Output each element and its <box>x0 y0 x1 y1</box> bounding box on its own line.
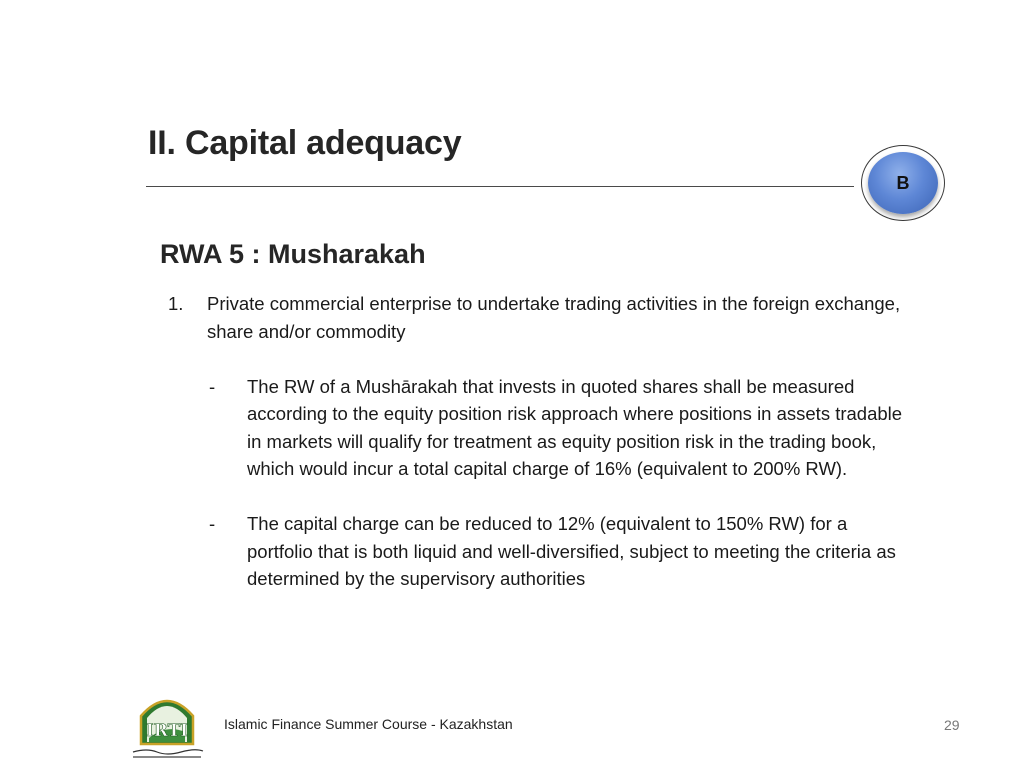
section-badge <box>868 152 938 214</box>
numbered-marker: 1. <box>168 293 184 314</box>
page-number: 29 <box>944 717 960 733</box>
dash-marker: - <box>209 375 216 397</box>
title-divider <box>146 186 854 187</box>
slide-subtitle: RWA 5 : Musharakah <box>160 239 426 269</box>
dash-marker: - <box>209 513 216 534</box>
dash-bullet-text: The RW of a Mushārakah that invests in quoted shares shall be measured according to the equity position risk approach where positions in assets tradable in markets will qualify for treatment as equity position risk in the trading book, which would incur a total capital charge of 16% (equivalent to 200% RW). <box>247 375 903 479</box>
dash-bullet-2 <box>0 510 907 593</box>
slide-body <box>0 290 1024 593</box>
footer-course-title: Islamic Finance Summer Course - Kazakhstan <box>224 716 513 732</box>
numbered-item-1 <box>0 290 907 345</box>
irti-logo <box>127 688 207 762</box>
dash-bullet-1 <box>0 373 907 483</box>
numbered-item-text: Private commercial enterprise to undertake trading activities in the foreign exchange, share and/or commodity <box>207 293 901 342</box>
dash-bullet-text: The capital charge can be reduced to 12% (equivalent to 150% RW) for a portfolio that is both liquid and well-diversified, subject to meeting the criteria as determined by the supervisory authorities <box>247 513 896 589</box>
section-badge-label: B <box>896 172 910 193</box>
slide-title: II. Capital adequacy <box>148 124 462 162</box>
logo-lettering: IRTI <box>145 721 189 741</box>
